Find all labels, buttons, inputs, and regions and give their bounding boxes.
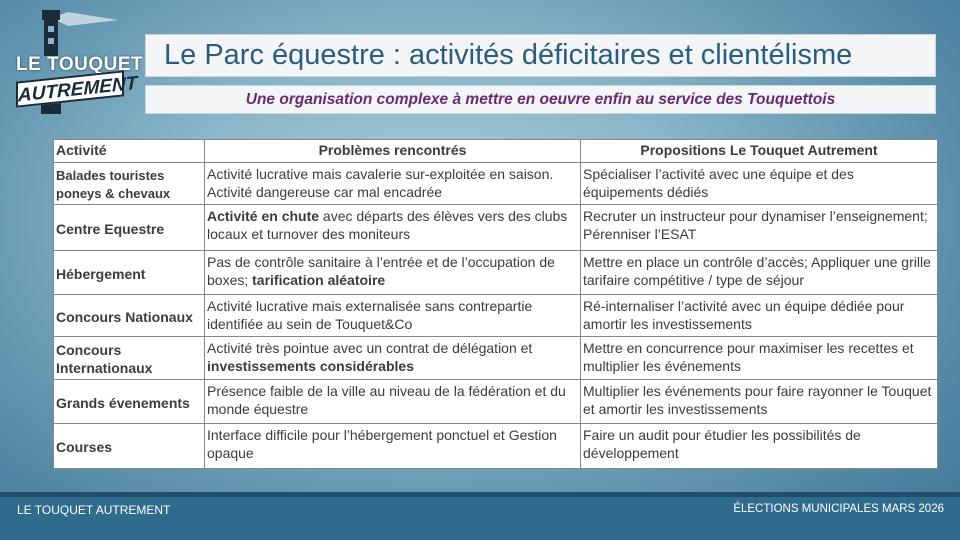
footer-left-text: LE TOUQUET AUTREMENT	[17, 503, 171, 517]
proposal-cell: Mettre en concurrence pour maximiser les recettes et multiplier les événements	[581, 337, 938, 380]
problem-emphasis: Activité en chute	[207, 208, 320, 224]
proposal-cell: Spécialiser l’activité avec une équipe et des équipements dédiés	[581, 163, 938, 205]
activity-cell: Grands évenements	[54, 380, 205, 424]
problem-cell	[205, 295, 581, 337]
header-activity: Activité	[54, 140, 205, 163]
problem-text: Interface difficile pour l’hébergement ponctuel et Gestion opaque	[207, 427, 557, 461]
problem-cell	[205, 163, 581, 205]
problem-emphasis: investissements considérables	[207, 358, 414, 374]
problem-text: Activité très pointue avec un contrat de délégation et	[207, 340, 533, 356]
page-title: Le Parc équestre : activités déficitaires et clientélisme	[145, 34, 936, 77]
table-header-row	[54, 140, 938, 163]
table-row	[54, 380, 938, 424]
problem-text: Présence faible de la ville au niveau de la fédération et du monde équestre	[207, 383, 566, 417]
problem-emphasis: tarification aléatoire	[252, 272, 386, 288]
activity-cell: Courses	[54, 424, 205, 469]
problem-cell	[205, 424, 581, 469]
proposal-cell: Multiplier les événements pour faire rayonner le Touquet et amortir les investissements	[581, 380, 938, 424]
page-subtitle: Une organisation complexe à mettre en oeuvre enfin au service des Touquettois	[145, 85, 936, 114]
problem-cell	[205, 337, 581, 380]
problem-cell	[205, 251, 581, 295]
table-row	[54, 337, 938, 380]
table-row	[54, 424, 938, 469]
proposal-cell: Ré-internaliser l’activité avec un équipe dédiée pour amortir les investissements	[581, 295, 938, 337]
problem-text: Activité lucrative mais externalisée sans contrepartie identifiée au sein de Touquet&Co	[207, 298, 533, 332]
problem-text: avec départs des élèves vers des clubs locaux et turnover des moniteurs	[207, 208, 568, 242]
table-row	[54, 251, 938, 295]
proposal-cell: Faire un audit pour étudier les possibilités de développement	[581, 424, 938, 469]
problem-cell	[205, 380, 581, 424]
table-row	[54, 163, 938, 205]
problem-text: Activité lucrative mais cavalerie sur-exploitée en saison. Activité dangereuse car mal encadrée	[207, 166, 554, 200]
footer-right-text: ÉLECTIONS MUNICIPALES MARS 2026	[733, 503, 944, 515]
table-body	[54, 163, 938, 469]
logo	[8, 8, 144, 118]
activity-cell: Concours Internationaux	[54, 337, 205, 380]
activity-cell: Centre Equestre	[54, 205, 205, 251]
activities-table	[53, 139, 938, 469]
problem-text: Pas de contrôle sanitaire à l’entrée et de l’occupation de boxes;	[207, 254, 555, 288]
logo-text-top: LE TOUQUET	[16, 54, 144, 75]
header-problems: Problèmes rencontrés	[205, 140, 581, 163]
activity-cell: Hébergement	[54, 251, 205, 295]
proposal-cell: Mettre en place un contrôle d’accès; Appliquer une grille tarifaire compétitive / type de séjour	[581, 251, 938, 295]
logo-text-bottom: AUTREMENT	[16, 70, 124, 107]
table-row	[54, 295, 938, 337]
table-row	[54, 205, 938, 251]
activity-cell: Balades touristes poneys & chevaux	[54, 163, 205, 205]
proposal-cell: Recruter un instructeur pour dynamiser l’enseignement; Pérenniser l’ESAT	[581, 205, 938, 251]
problem-cell	[205, 205, 581, 251]
footer-stripe	[0, 492, 960, 497]
header-proposals: Propositions Le Touquet Autrement	[581, 140, 938, 163]
activity-cell: Concours Nationaux	[54, 295, 205, 337]
